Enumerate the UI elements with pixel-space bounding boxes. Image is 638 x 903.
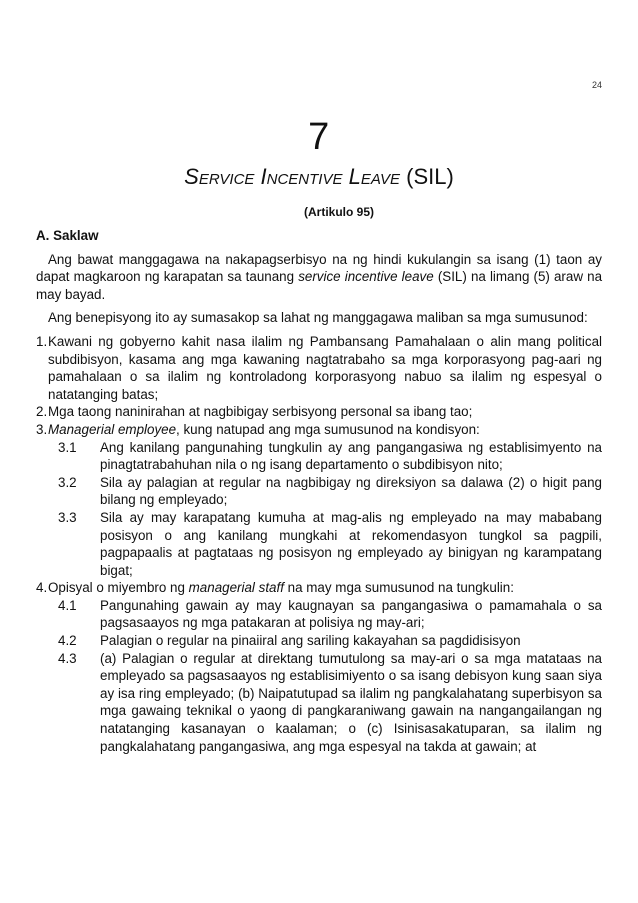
sub-item-number: 4.2 <box>58 633 77 649</box>
sub-item-text: Sila ay palagian at regular na nagbibigay ng direksiyon sa dalawa (2) o higit pang bilang ng empleyado; <box>100 474 602 508</box>
list-item-text: , kung natupad ang mga sumusunod na kondisyon: <box>176 421 480 437</box>
list-item-italic: managerial staff <box>188 580 284 596</box>
sub-item-text: Palagian o regular na pinaiiral ang sariling kakayahan sa pagdidisisyon <box>100 633 521 649</box>
sub-item-number: 3.1 <box>58 439 77 455</box>
paragraph-1-part2: (SIL) na limang (5) araw na may bayad. <box>36 269 603 302</box>
sub-item-number: 4.3 <box>58 650 77 666</box>
list-item-number: 3. <box>36 421 48 437</box>
sub-item-4-1 <box>36 597 602 632</box>
page-number: 24 <box>591 80 602 90</box>
paragraph-1-italic: service incentive leave <box>298 269 434 285</box>
chapter-title-abbr: (SIL) <box>406 164 454 189</box>
list-item-text: na may mga sumusunod na tungkulin: <box>283 580 514 596</box>
sub-item-3-3 <box>36 509 602 579</box>
sub-item-text: Sila ay may karapatang kumuha at mag-alis ng empleyado na may mababang posisyon o ang kanilang mungkahi at rekomendasyon tungkol sa pagpili, pagpapaalis at pagtataas ng posisyon ng empleyado ay binigyan ng karampatang bigat; <box>100 509 602 578</box>
list-item-number: 2. <box>36 404 48 420</box>
article-reference: (Artikulo 95) <box>303 205 374 219</box>
chapter-title-main: Service Incentive Leave <box>184 164 401 189</box>
sub-item-text: (a) Palagian o regular at direktang tumutulong sa may-ari o sa mga matataas na empleyado sa pagsasaayos ng establisimiyento o sa isang debisyon kung saan siya ay isa ring empleyado; (b) Naipatutupad sa ilalim ng pangkalahatang superbisyon sa mga gawaing teknikal o yaong di pangkaraniwang gawain na nangangailangan ng natatanging kasanayan o kaalaman; o (c) Isinisasakatuparan, sa ilalim ng pangkalahatang pangangasiwa, ang mga espesyal na takda at gawain; at <box>100 650 602 754</box>
paragraph-1-part1: Ang bawat manggagawa na nakapagserbisyo na ng hindi kukulangin sa isang (1) taon ay dapat magkaroon ng karapatan sa taunang <box>36 251 602 285</box>
chapter-number: 7 <box>308 116 330 158</box>
list-item-italic: Managerial employee <box>48 421 177 437</box>
paragraph-2: Ang benepisyong ito ay sumasakop sa lahat ng manggagawa maliban sa mga sumusunod: <box>48 310 588 326</box>
list-item-1 <box>36 333 602 403</box>
sub-item-3-2 <box>36 474 602 509</box>
paragraph-1 <box>36 251 602 304</box>
sub-item-number: 3.3 <box>58 509 77 525</box>
list-item-4 <box>36 579 602 597</box>
chapter-title <box>0 164 638 190</box>
sub-item-4-3 <box>36 650 602 756</box>
list-item-2 <box>36 403 602 421</box>
list-item-number: 4. <box>36 580 48 596</box>
sub-item-4-2 <box>36 632 602 650</box>
sub-item-text: Pangunahing gawain ay may kaugnayan sa pangangasiwa o pamamahala o sa pagsasaayos ng mga patakaran at polisiya ng may-ari; <box>100 597 602 631</box>
section-heading: A. Saklaw <box>36 228 99 243</box>
list-item-text: Kawani ng gobyerno kahit nasa ilalim ng Pambansang Pamahalaan o alin mang political subdibisyon, kasama ang mga kawaning nagtatrabaho sa mga korporasyong pag-aari ng pamahalaan o sa ilalim ng kontroladong korporasyong nabuo sa ilalim ng espesyal o natatanging batas; <box>48 333 602 402</box>
list-item-text-before: Opisyal o miyembro ng <box>48 580 189 596</box>
sub-item-number: 4.1 <box>58 597 77 613</box>
sub-item-number: 3.2 <box>58 474 77 490</box>
section-content <box>36 227 602 755</box>
list-item-3 <box>36 421 602 439</box>
sub-item-text: Ang kanilang pangunahing tungkulin ay ang pangangasiwa ng establisimyento na pinagtatrabahuhan nila o ng isang departamento o subdibisyon nito; <box>100 439 602 473</box>
sub-item-3-1 <box>36 439 602 474</box>
list-item-text: Mga taong naninirahan at nagbibigay serbisyong personal sa ibang tao; <box>48 404 473 420</box>
list-item-number: 1. <box>36 333 48 349</box>
exclusions-list <box>36 333 602 755</box>
